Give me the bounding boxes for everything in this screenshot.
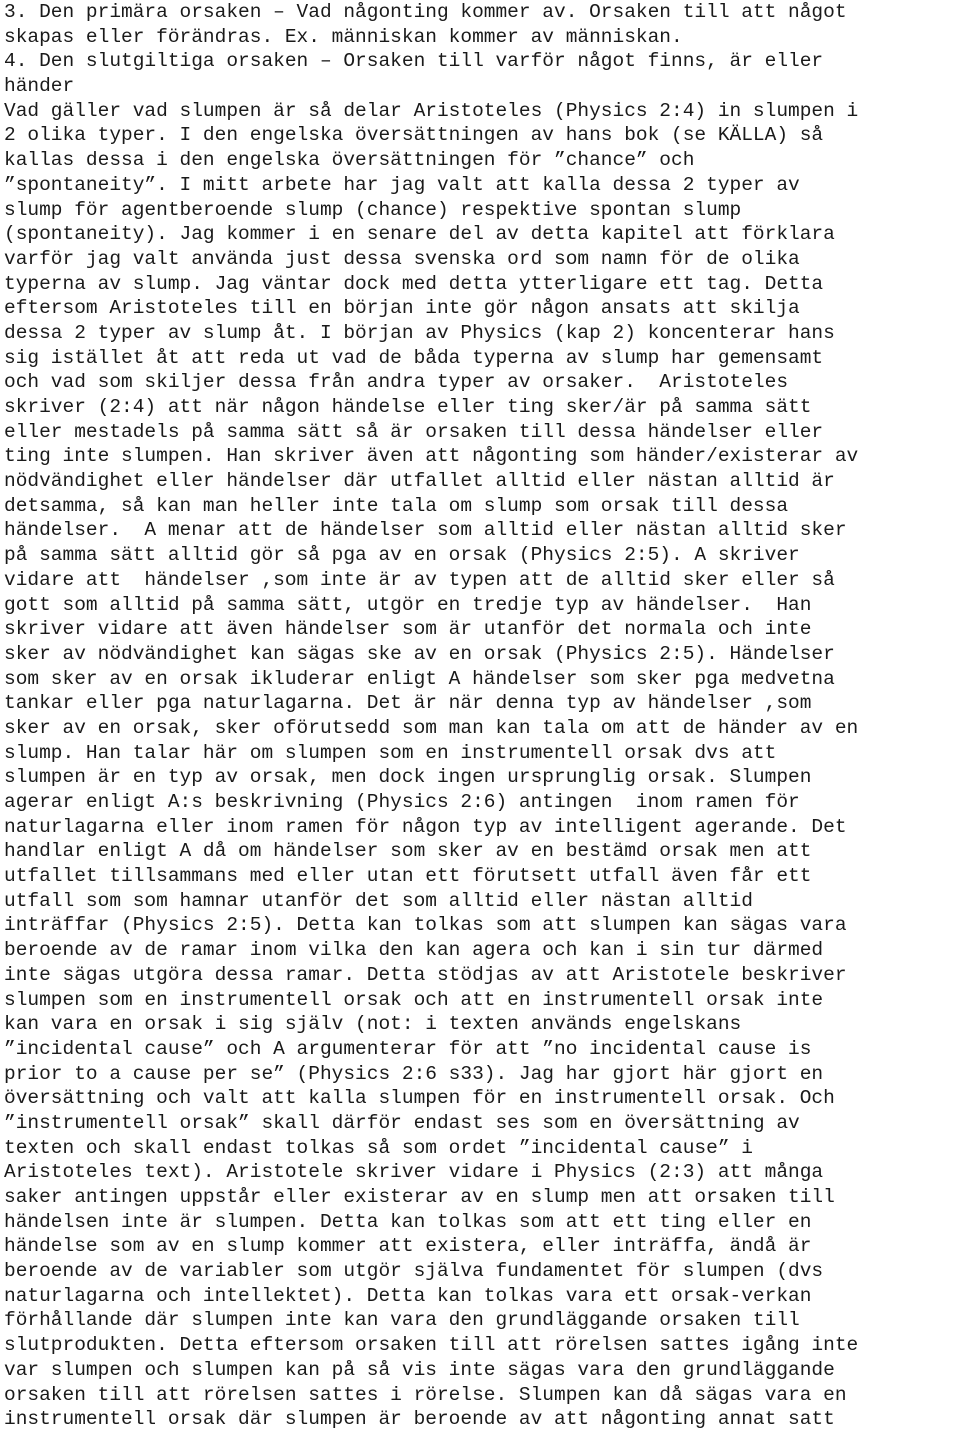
text-line: förhållande där slumpen inte kan vara den grundläggande orsaken till [4, 1309, 800, 1332]
text-line: ”instrumentell orsak” skall därför endast ses som en översättning av [4, 1111, 800, 1134]
text-line: Aristoteles text). Aristotele skriver vidare i Physics (2:3) att många [4, 1161, 824, 1184]
text-line: nödvändighet eller händelser där utfallet alltid eller nästan alltid är [4, 470, 835, 493]
text-line: händelsen inte är slumpen. Detta kan tolkas som att ett ting eller en [4, 1210, 812, 1233]
text-line: kallas dessa i den engelska översättningen för ”chance” och [4, 149, 695, 172]
text-line: texten och skall endast tolkas så som ordet ”incidental cause” i [4, 1136, 753, 1159]
text-line: detsamma, så kan man heller inte tala om slump som orsak till dessa [4, 494, 789, 517]
text-line: inträffar (Physics 2:5). Detta kan tolkas som att slumpen kan sägas vara [4, 914, 847, 937]
text-line: skriver vidare att även händelser som är utanför det normala och inte [4, 618, 812, 641]
text-line: sig istället åt att reda ut vad de båda typerna av slump har gemensamt [4, 346, 824, 369]
text-line: sker av en orsak, sker oförutsedd som man kan tala om att de händer av en [4, 716, 859, 739]
text-line: agerar enligt A:s beskrivning (Physics 2:6) antingen inom ramen för [4, 791, 800, 813]
text-line: instrumentell orsak där slumpen är beroende av att någonting annat satt [4, 1408, 835, 1431]
text-line: saker antingen uppstår eller existerar av en slump men att orsaken till [4, 1186, 835, 1208]
text-line: eftersom Aristoteles till en början inte gör någon ansats att skilja [4, 297, 800, 320]
text-line: och vad som skiljer dessa från andra typer av orsaker. Aristoteles [4, 371, 789, 394]
text-line: ”incidental cause” och A argumenterar för att ”no incidental cause is [4, 1037, 812, 1060]
text-line: slumpen är en typ av orsak, men dock ingen ursprunglig orsak. Slumpen [4, 766, 812, 789]
text-line: skriver (2:4) att när någon händelse eller ting sker/är på samma sätt [4, 396, 812, 418]
text-line: skapas eller förändras. Ex. människan kommer av människan. [4, 25, 683, 48]
text-line: kan vara en orsak i sig själv (not: i texten används engelskans [4, 1013, 742, 1036]
text-line: 4. Den slutgiltiga orsaken – Orsaken till varför något finns, är eller [4, 50, 824, 73]
text-line: inte sägas utgöra dessa ramar. Detta stödjas av att Aristotele beskriver [4, 963, 847, 986]
text-line: händer [4, 75, 75, 98]
text-line: översättning och valt att kalla slumpen för en instrumentell orsak. Och [4, 1087, 835, 1110]
text-line: eller mestadels på samma sätt så är orsaken till dessa händelser eller [4, 420, 824, 443]
text-line: på samma sätt alltid gör så pga av en orsak (Physics 2:5). A skriver [4, 544, 800, 567]
text-line: händelse som av en slump kommer att existera, eller inträffa, ändå är [4, 1235, 812, 1258]
text-line: slumpen som en instrumentell orsak och att en instrumentell orsak inte [4, 988, 824, 1011]
text-line: prior to a cause per se” (Physics 2:6 s33). Jag har gjort här gjort en [4, 1062, 824, 1085]
text-line: naturlagarna och intellektet). Detta kan tolkas vara ett orsak-verkan [4, 1284, 812, 1307]
text-line: orsaken till att rörelsen sattes i rörelse. Slumpen kan då sägas vara en [4, 1383, 847, 1406]
text-line: varför jag valt använda just dessa svenska ord som namn för de olika [4, 247, 800, 270]
text-line: slutprodukten. Detta eftersom orsaken till att rörelsen sattes igång inte [4, 1334, 859, 1357]
text-line: dessa 2 typer av slump åt. I början av Physics (kap 2) koncenterar hans [4, 321, 835, 344]
text-line: beroende av de variabler som utgör själva fundamentet för slumpen (dvs [4, 1260, 824, 1283]
text-line: typerna av slump. Jag väntar dock med detta ytterligare ett tag. Detta [4, 272, 824, 295]
text-line: som sker av en orsak ikluderar enligt A händelser som sker pga medvetna [4, 667, 835, 690]
text-line: ting inte slumpen. Han skriver även att någonting som händer/existerar av [4, 445, 859, 468]
text-line: gott som alltid på samma sätt, utgör en tredje typ av händelser. Han [4, 593, 812, 616]
text-line: naturlagarna eller inom ramen för någon typ av intelligent agerande. Det [4, 815, 847, 838]
text-line: beroende av de ramar inom vilka den kan agera och kan i sin tur därmed [4, 939, 824, 962]
text-line: tankar eller pga naturlagarna. Det är när denna typ av händelser ,som [4, 692, 812, 715]
text-line: ”spontaneity”. I mitt arbete har jag valt att kalla dessa 2 typer av [4, 173, 800, 196]
text-line: slump. Han talar här om slumpen som en instrumentell orsak dvs att [4, 741, 777, 764]
text-line: handlar enligt A då om händelser som sker av en bestämd orsak men att [4, 840, 812, 863]
text-line: (spontaneity). Jag kommer i en senare del av detta kapitel att förklara [4, 223, 835, 246]
text-line: Vad gäller vad slumpen är så delar Aristoteles (Physics 2:4) in slumpen i [4, 99, 859, 122]
text-line: var slumpen och slumpen kan på så vis inte sägas vara den grundläggande [4, 1358, 835, 1381]
text-line: sker av nödvändighet kan sägas ske av en orsak (Physics 2:5). Händelser [4, 642, 835, 665]
text-line: utfallet tillsammans med eller utan ett förutsett utfall även får ett [4, 865, 812, 888]
text-line: utfall som som hamnar utanför det som alltid eller nästan alltid [4, 889, 753, 912]
text-line: händelser. A menar att de händelser som alltid eller nästan alltid sker [4, 519, 847, 542]
text-line: slump för agentberoende slump (chance) respektive spontan slump [4, 198, 742, 221]
text-line: 3. Den primära orsaken – Vad någonting kommer av. Orsaken till att något [4, 1, 847, 23]
text-line: 2 olika typer. I den engelska översättningen av hans bok (se KÄLLA) så [4, 124, 824, 147]
text-line: vidare att händelser ,som inte är av typen att de alltid sker eller så [4, 568, 835, 591]
